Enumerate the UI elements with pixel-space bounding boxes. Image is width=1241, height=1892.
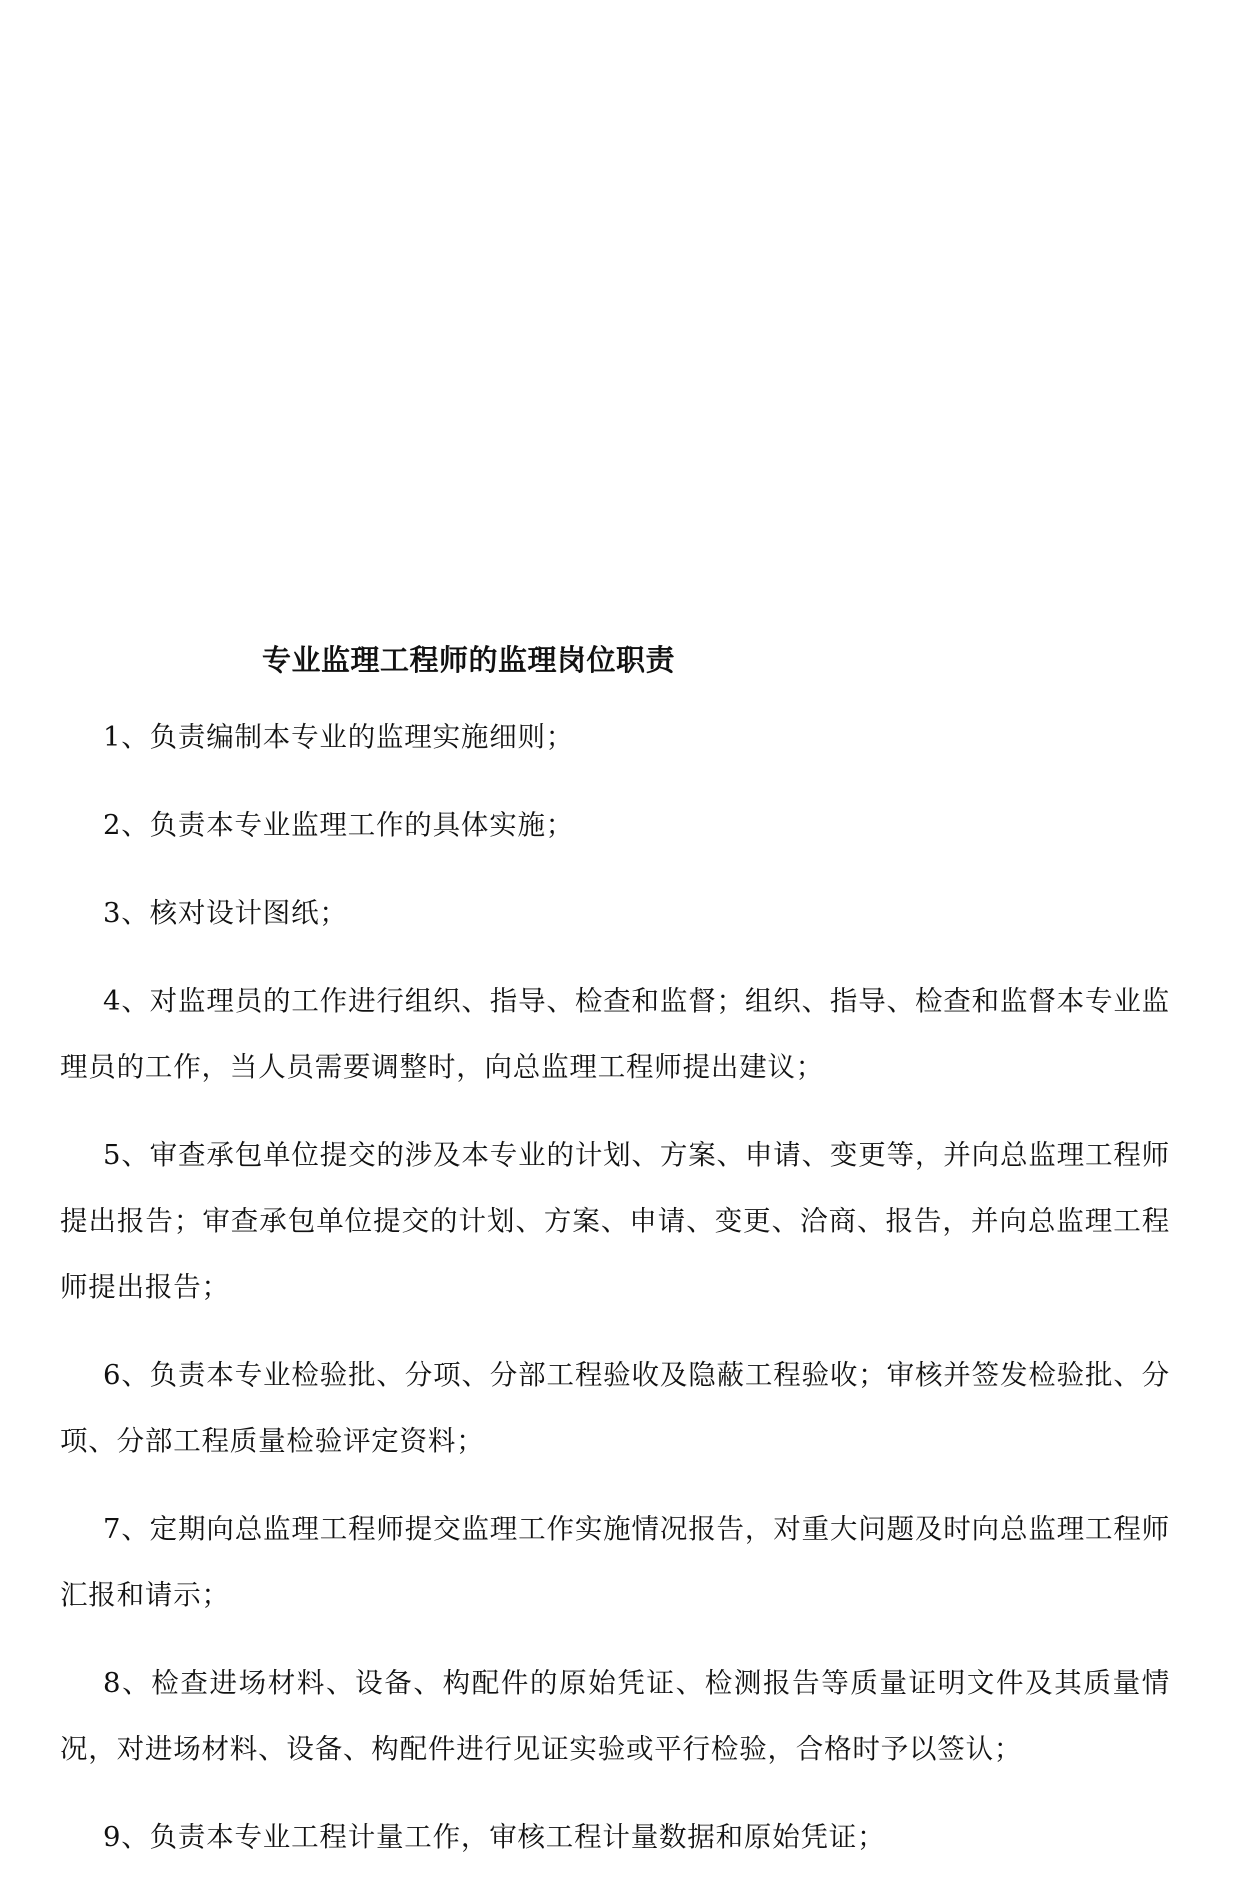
duty-item-5: 5、审查承包单位提交的涉及本专业的计划、方案、申请、变更等，并向总监理工程师提出报告；审查承包单位提交的计划、方案、申请、变更、洽商、报告，并向总监理工程师提出报告； <box>60 1139 1170 1303</box>
duty-item-2: 2、负责本专业监理工作的具体实施； <box>103 809 575 841</box>
duty-item-3: 3、核对设计图纸； <box>103 897 348 929</box>
duty-item-9: 9、负责本专业工程计量工作，审核工程计量数据和原始凭证； <box>103 1821 886 1853</box>
document-title: 专业监理工程师的监理岗位职责 <box>262 643 676 677</box>
duty-item-8: 8、检查进场材料、设备、构配件的原始凭证、检测报告等质量证明文件及其质量情况，对进场材料、设备、构配件进行见证实验或平行检验，合格时予以签认； <box>60 1667 1170 1765</box>
duty-item-4: 4、对监理员的工作进行组织、指导、检查和监督；组织、指导、检查和监督本专业监理员的工作，当人员需要调整时，向总监理工程师提出建议； <box>60 985 1170 1083</box>
duty-item-6: 6、负责本专业检验批、分项、分部工程验收及隐蔽工程验收；审核并签发检验批、分项、分部工程质量检验评定资料； <box>60 1359 1170 1457</box>
duty-list <box>60 704 1170 1892</box>
duty-item-7: 7、定期向总监理工程师提交监理工作实施情况报告，对重大问题及时向总监理工程师汇报和请示； <box>60 1513 1170 1611</box>
duty-item-1: 1、负责编制本专业的监理实施细则； <box>103 721 575 753</box>
